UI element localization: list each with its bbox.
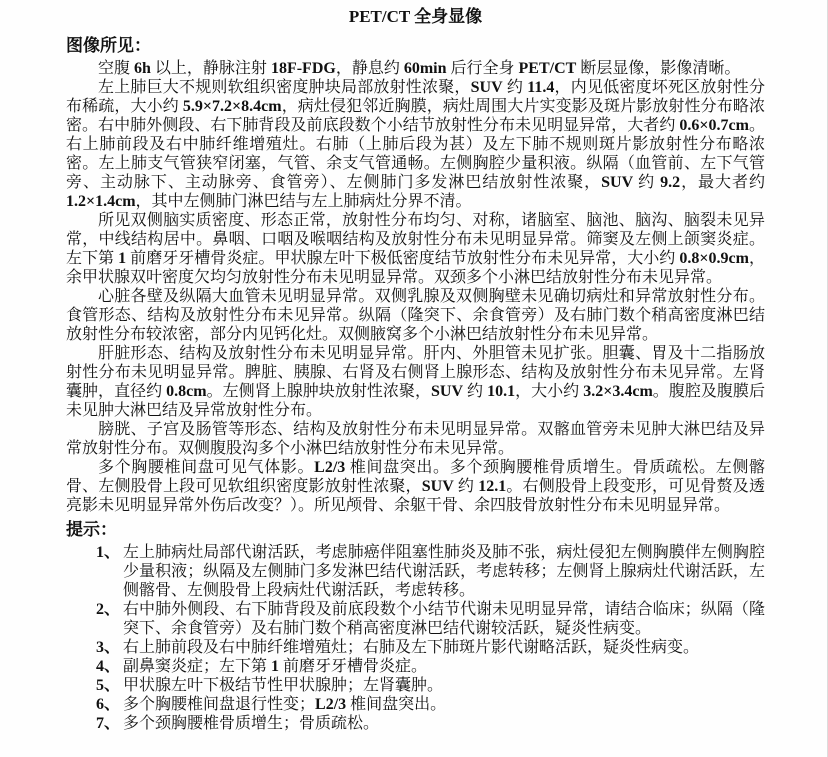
impression-item bbox=[96, 543, 765, 600]
findings-section bbox=[66, 36, 765, 515]
impression-number: 1、 bbox=[96, 544, 121, 561]
impression-number: 6、 bbox=[96, 696, 121, 713]
impressions-section bbox=[66, 520, 765, 733]
impression-item bbox=[96, 657, 765, 676]
impression-item bbox=[96, 676, 765, 695]
impression-number: 7、 bbox=[96, 715, 121, 732]
impression-text: 甲状腺左叶下极结节性甲状腺肿；左肾囊肿。 bbox=[123, 677, 444, 694]
impression-text: 多个颈胸腰椎骨质增生；骨质疏松。 bbox=[123, 715, 380, 732]
impression-number: 2、 bbox=[96, 601, 121, 618]
impression-text: 副鼻窦炎症；左下第 1 前磨牙牙槽骨炎症。 bbox=[123, 658, 428, 675]
impression-item bbox=[96, 638, 765, 657]
impression-text: 右中肺外侧段、右下肺背段及前底段数个小结节代谢未见明显异常，请结合临床；纵隔（隆突下、余食管旁）及右肺门数个稍高密度淋巴结代谢较活跃，疑炎性病变。 bbox=[123, 601, 765, 637]
findings-paragraph: 空腹 6h 以上，静脉注射 18F-FDG，静息约 60min 后行全身 PET/CT 断层显像，影像清晰。 bbox=[98, 60, 741, 77]
impression-text: 多个胸腰椎间盘退行性变；L2/3 椎间盘突出。 bbox=[123, 696, 447, 713]
impression-item bbox=[96, 695, 765, 714]
findings-paragraph: 肝脏形态、结构及放射性分布未见明显异常。肝内、外胆管未见扩张。胆囊、胃及十二指肠放射性分布未见明显异常。脾脏、胰腺、右肾及右侧肾上腺形态、结构及放射性分布未见异常。左肾囊肿，直径约 0.8cm。左侧肾上腺肿块放射性浓聚，SUV 约 10.1，大小约 3.2×3.4cm。腹腔及腹膜后未见肿大淋巴结及异常放射性分布。 bbox=[66, 345, 765, 419]
findings-paragraph: 心脏各壁及纵隔大血管未见明显异常。双侧乳腺及双侧胸壁未见确切病灶和异常放射性分布。食管形态、结构及放射性分布未见异常。纵隔（隆突下、余食管旁）及右肺门数个稍高密度淋巴结放射性分布较浓密，部分内见钙化灶。双侧腋窝多个小淋巴结放射性分布未见异常。 bbox=[66, 288, 765, 343]
findings-heading: 图像所见： bbox=[66, 36, 151, 55]
impressions-list bbox=[66, 543, 765, 733]
impression-item bbox=[96, 714, 765, 733]
impressions-heading: 提示： bbox=[66, 520, 117, 539]
findings-paragraph: 多个胸腰椎间盘可见气体影。L2/3 椎间盘突出。多个颈胸腰椎骨质增生。骨质疏松。左侧髂骨、左侧股骨上段可见软组织密度影放射性浓聚，SUV 约 12.1。右侧股骨上段变形，可见骨赘及透亮影未见明显异常外伤后改变？）。所见颅骨、余躯干骨、余四肢骨放射性分布未见明显异常。 bbox=[66, 459, 765, 514]
impression-text: 右上肺前段及右中肺纤维增殖灶；右肺及左下肺斑片影代谢略活跃，疑炎性病变。 bbox=[123, 639, 700, 656]
impression-text: 左上肺病灶局部代谢活跃，考虑肺癌伴阻塞性肺炎及肺不张，病灶侵犯左侧胸膜伴左侧胸腔少量积液；纵隔及左侧肺门多发淋巴结代谢活跃，考虑转移；左侧肾上腺病灶代谢活跃，左侧髂骨、左侧股骨上段病灶代谢活跃，考虑转移。 bbox=[123, 544, 765, 599]
impression-number: 3、 bbox=[96, 639, 121, 656]
findings-paragraph: 左上肺巨大不规则软组织密度肿块局部放射性浓聚，SUV 约 11.4，内见低密度坏死区放射性分布稀疏，大小约 5.9×7.2×8.4cm，病灶侵犯邻近胸膜，病灶周围大片实变影及斑片影放射性分布略浓密。右中肺外侧段、右下肺背段及前底段数个小结节放射性分布未见明显异常，大者约 0.6×0.7cm。右上肺前段及右中肺纤维增殖灶。右肺（上肺后段为甚）及左下肺不规则斑片影放射性分布略浓密。左上肺支气管狭窄闭塞，气管、余支气管通畅。左侧胸腔少量积液。纵隔（血管前、左下气管旁、主动脉下、主动脉旁、食管旁）、左侧肺门多发淋巴结放射性浓聚，SUV 约 9.2，最大者约 1.2×1.4cm，其中左侧肺门淋巴结与左上肺病灶分界不清。 bbox=[66, 79, 765, 210]
findings-body bbox=[66, 59, 765, 515]
findings-paragraph: 膀胱、子宫及肠管等形态、结构及放射性分布未见明显异常。双髂血管旁未见肿大淋巴结及异常放射性分布。双侧腹股沟多个小淋巴结放射性分布未见异常。 bbox=[66, 421, 765, 457]
impression-item bbox=[96, 600, 765, 638]
impression-number: 5、 bbox=[96, 677, 121, 694]
report-title: PET/CT 全身显像 bbox=[348, 7, 483, 26]
impression-number: 4、 bbox=[96, 658, 121, 675]
findings-paragraph: 所见双侧脑实质密度、形态正常，放射性分布均匀、对称，诸脑室、脑池、脑沟、脑裂未见异常，中线结构居中。鼻咽、口咽及喉咽结构及放射性分布未见明显异常。筛窦及左侧上颌窦炎症。左下第 1 前磨牙牙槽骨炎症。甲状腺左叶下极低密度结节放射性分布未见异常，大小约 0.8×0.9cm，余甲状腺双叶密度欠均匀放射性分布未见明显异常。双颈多个小淋巴结放射性分布未见异常。 bbox=[66, 212, 765, 286]
